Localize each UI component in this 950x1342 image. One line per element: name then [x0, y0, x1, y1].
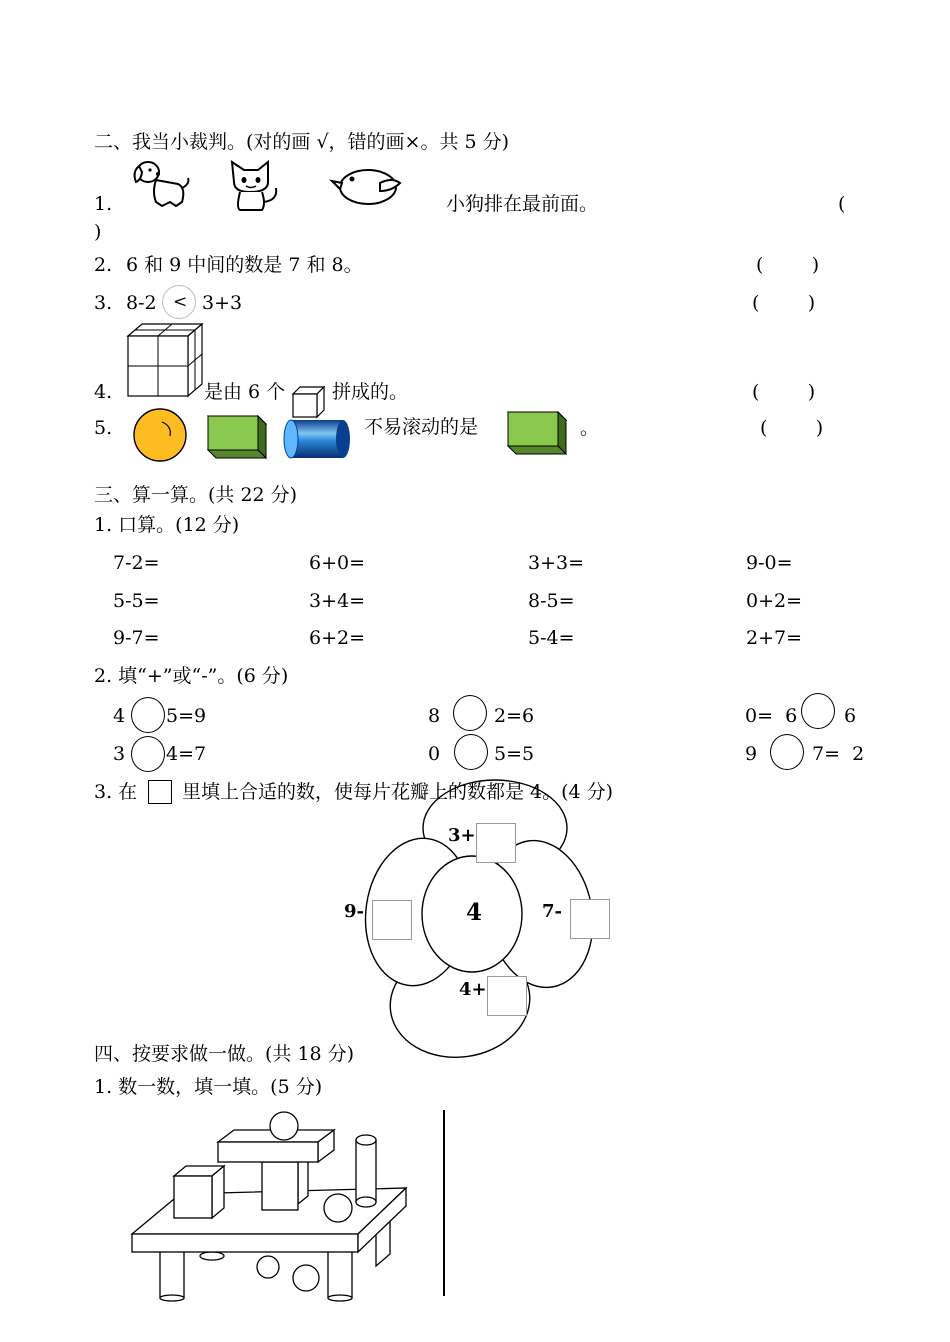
sign-r1a-left: 4	[113, 705, 126, 727]
calc-r3c1: 9-7=	[113, 627, 160, 649]
sign-r2c-right: 7= 2	[812, 743, 865, 765]
sign-r2a-circle[interactable]	[131, 736, 165, 772]
p3-title-b: 里填上合适的数，使每片花瓣上的数都是 4。(4 分)	[182, 781, 614, 803]
q1-number: 1.	[94, 193, 113, 215]
q4-number: 4.	[94, 381, 113, 403]
q5-text: 不易滚动的是	[364, 416, 479, 438]
sign-r2c-circle[interactable]	[770, 734, 804, 770]
calc-r1c2: 6+0=	[309, 552, 366, 574]
q1-answer-paren-close[interactable]: )	[94, 221, 102, 243]
section4-title: 四、按要求做一做。(共 18 分)	[94, 1043, 355, 1065]
sign-r2a-right: 4=7	[166, 743, 207, 765]
sign-r1b-circle[interactable]	[453, 695, 487, 731]
sign-r2b-circle[interactable]	[454, 734, 488, 770]
cuboid-answer-image	[506, 410, 568, 456]
q5-end: 。	[580, 417, 600, 439]
q4-text-b: 拼成的。	[332, 381, 409, 403]
sphere-image	[132, 408, 188, 462]
flower-box-left[interactable]	[372, 900, 412, 940]
calc-r2c3: 8-5=	[528, 590, 575, 612]
calc-r2c2: 3+4=	[309, 590, 366, 612]
q3-number: 3.	[94, 292, 113, 314]
vertical-divider	[443, 1110, 445, 1296]
cuboid-image	[206, 414, 268, 460]
q4-text-a: 是由 6 个	[204, 381, 286, 403]
calc-r1c3: 3+3=	[528, 552, 585, 574]
sign-r1b-left: 8	[428, 705, 441, 727]
sign-r1a-right: 5=9	[166, 705, 207, 727]
calc-r3c3: 5-4=	[528, 627, 575, 649]
s4-p1-title: 1. 数一数，填一填。(5 分)	[94, 1076, 323, 1098]
flower-box-top[interactable]	[476, 823, 516, 863]
q3-symbol: <	[173, 292, 188, 312]
flower-label-right: 7-	[542, 901, 562, 922]
q3-answer-paren[interactable]: ( )	[752, 292, 816, 314]
sign-r2b-right: 5=5	[494, 743, 535, 765]
flower-label-left: 9-	[344, 901, 364, 922]
sign-r1c-right: 6	[844, 705, 857, 727]
q3-right-expression: 3+3	[202, 292, 243, 314]
section3-title: 三、算一算。(共 22 分)	[94, 484, 298, 506]
calc-r1c1: 7-2=	[113, 552, 160, 574]
flower-center-number: 4	[466, 899, 483, 926]
q2-text: 6 和 9 中间的数是 7 和 8。	[126, 254, 363, 276]
flower-label-top: 3+	[448, 825, 476, 846]
sign-r2a-left: 3	[113, 743, 126, 765]
flower-box-bottom[interactable]	[487, 976, 527, 1016]
q5-number: 5.	[94, 417, 113, 439]
p3-title-square	[148, 780, 172, 804]
cat-image	[226, 158, 296, 214]
calc-r2c4: 0+2=	[746, 590, 803, 612]
p1-title: 1. 口算。(12 分)	[94, 514, 240, 536]
sign-r2c-left: 9	[745, 743, 758, 765]
q2-answer-paren[interactable]: ( )	[756, 254, 820, 276]
q4-answer-paren[interactable]: ( )	[752, 381, 816, 403]
sign-r1c-left: 0= 6	[745, 705, 798, 727]
p3-title-a: 3. 在	[94, 781, 138, 803]
p2-title: 2. 填“+”或“-”。(6 分)	[94, 665, 289, 687]
bird-image	[330, 165, 404, 209]
q3-left-expression: 8-2	[126, 292, 157, 314]
calc-r3c4: 2+7=	[746, 627, 803, 649]
sign-r1b-right: 2=6	[494, 705, 535, 727]
calc-r2c1: 5-5=	[113, 590, 160, 612]
sign-r1a-circle[interactable]	[131, 697, 165, 733]
shapes-table-image	[128, 1110, 418, 1300]
calc-r1c4: 9-0=	[746, 552, 793, 574]
sign-r1c-circle[interactable]	[801, 693, 835, 729]
q5-answer-paren[interactable]: ( )	[760, 417, 824, 439]
flower-box-right[interactable]	[570, 899, 610, 939]
q1-text: 小狗排在最前面。	[446, 193, 599, 215]
q1-answer-paren-open[interactable]: (	[838, 193, 846, 215]
cylinder-image	[283, 418, 351, 460]
cube-stack-image	[126, 322, 206, 398]
small-cube-icon	[292, 386, 326, 418]
calc-r3c2: 6+2=	[309, 627, 366, 649]
q2-number: 2.	[94, 254, 113, 276]
sign-r2b-left: 0	[428, 743, 441, 765]
flower-label-bottom: 4+	[459, 979, 487, 1000]
dog-image	[130, 158, 194, 212]
section2-title: 二、我当小裁判。(对的画 √，错的画×。共 5 分)	[94, 131, 510, 153]
